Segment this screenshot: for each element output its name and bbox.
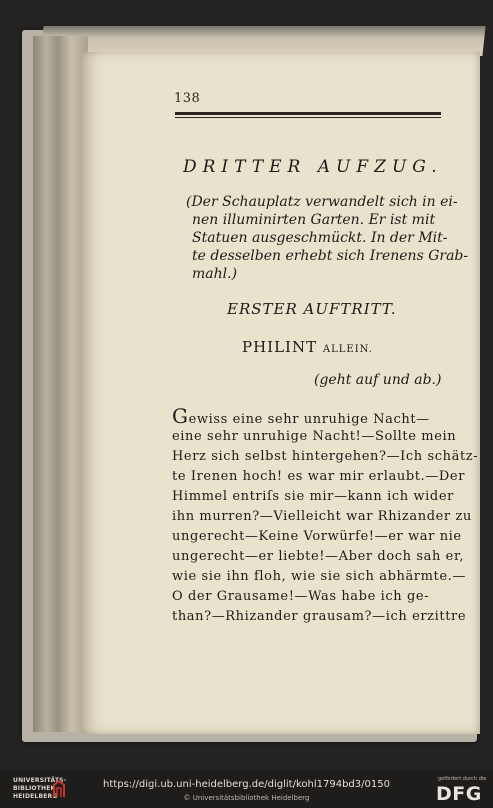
dialogue-line: O der Grausame!—Was habe ich ge- xyxy=(172,589,430,604)
dialogue-line-text: ewiss eine sehr unruhige Nacht— xyxy=(188,412,430,427)
header-rule-thin xyxy=(175,117,441,118)
dialogue-line: ihn murren?—Vielleicht war Rhizander zu xyxy=(172,509,472,524)
logo-line: BIBLIOTHEK xyxy=(13,785,56,792)
stage-direction-line: nen illuminirten Garten. Er ist mit xyxy=(192,212,436,228)
logo-line: HEIDELBERG xyxy=(13,793,58,800)
stage-direction-line: mahl.) xyxy=(192,266,238,282)
dialogue-line: te Irenen hoch! es war mir erlaubt.—Der xyxy=(172,469,466,484)
dialogue-line: ungerecht—er liebte!—Aber doch sah er, xyxy=(172,549,465,564)
copyright-text: © Universitätsbibliothek Heidelberg xyxy=(183,794,310,802)
dialogue-line: than?—Rhizander grausam?—ich erzittre xyxy=(172,609,467,624)
speaker-note: ALLEIN. xyxy=(322,344,373,355)
drop-cap: G xyxy=(172,404,189,428)
stage-direction-line: te desselben erhebt sich Irenens Grab- xyxy=(192,248,469,264)
act-title: DRITTER AUFZUG. xyxy=(183,157,443,177)
dialogue-line xyxy=(172,404,430,428)
action-direction: (geht auf und ab.) xyxy=(314,372,442,388)
funding-label: gefördert durch die xyxy=(438,776,487,782)
stage-direction-line: Statuen ausgeschmückt. In der Mit- xyxy=(192,230,448,246)
speaker-name: PHILINT xyxy=(242,338,318,356)
dialogue-line: Himmel entriſs sie mir—kann ich wider xyxy=(172,489,454,504)
book-page xyxy=(82,52,480,734)
header-rule-thick xyxy=(175,112,441,115)
page-block-left xyxy=(33,36,88,732)
logo-line: UNIVERSITÄTS- xyxy=(13,777,67,784)
dialogue-line: eine sehr unruhige Nacht!—Sollte mein xyxy=(172,429,457,444)
dialogue-line: Herz sich selbst hintergehen?—Ich schätz- xyxy=(172,449,479,464)
dialogue-line: wie sie ihn floh, wie sie sich abhärmte.— xyxy=(172,569,467,584)
dialogue-line: ungerecht—Keine Vorwürfe!—er war nie xyxy=(172,529,462,544)
stage-direction-line: (Der Schauplatz verwandelt sich in ei- xyxy=(186,194,458,210)
scene-title: ERSTER AUFTRITT. xyxy=(227,300,397,318)
dfg-logo[interactable]: DFG xyxy=(436,783,482,805)
speaker-heading xyxy=(242,338,373,356)
permalink-url[interactable]: https://digi.ub.uni-heidelberg.de/diglit/kohl1794bd3/0150 xyxy=(103,779,390,790)
page-number: 138 xyxy=(174,91,201,106)
